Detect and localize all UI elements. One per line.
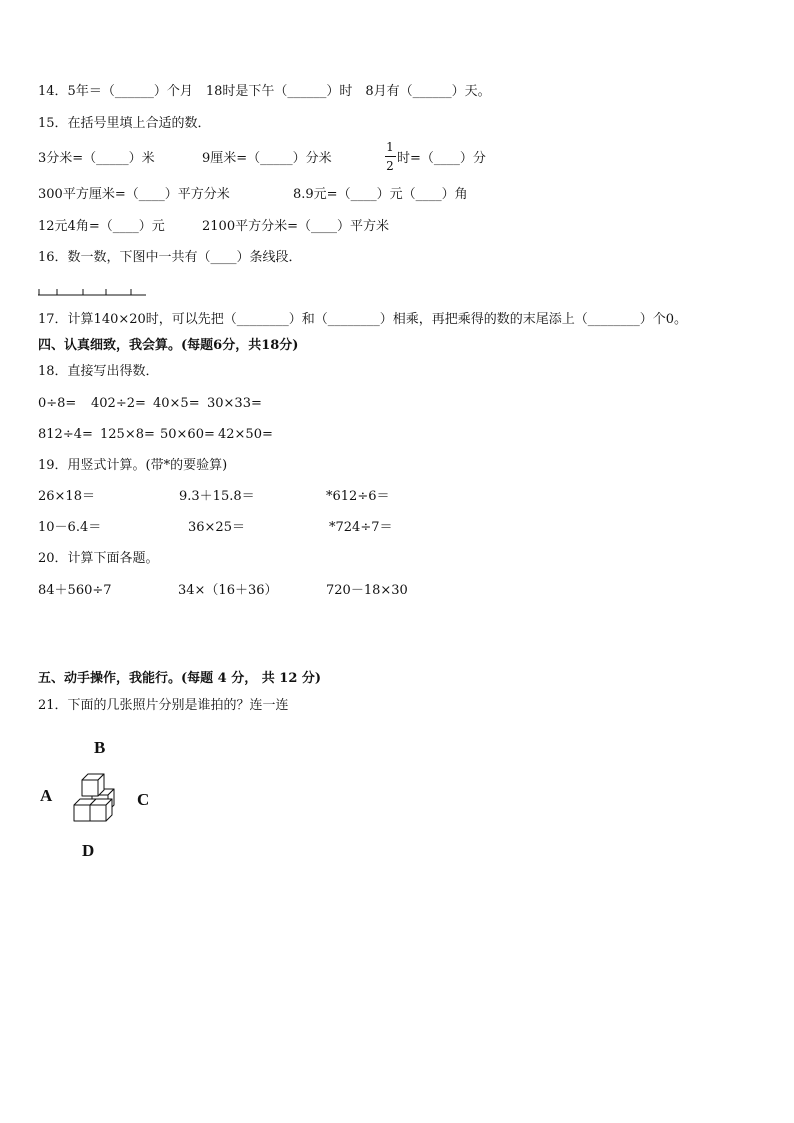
question-21-title: 21．下面的几张照片分别是谁拍的？连一连 xyxy=(38,698,289,713)
question-18-title: 18．直接写出得数． xyxy=(38,364,159,379)
question-17: 17．计算140×20时，可以先把（________）和（________）相乘，再把乘得的数的末尾添上（________）个0。 xyxy=(38,312,688,327)
q18-item: 812÷4= xyxy=(38,427,93,442)
q19-item: *724÷7＝ xyxy=(329,520,393,535)
question-20-title: 20．计算下面各题。 xyxy=(38,551,159,566)
q15-item-6: 12元4角=（____）元 xyxy=(38,219,165,234)
q19-item: 36×25＝ xyxy=(188,520,245,535)
fraction-rest: 时=（____）分 xyxy=(397,151,486,166)
q15-item-2: 9厘米=（_____）分米 xyxy=(202,151,332,166)
q15-item-7: 2100平方分米=（____）平方米 xyxy=(202,219,389,234)
q20-item: 84＋560÷7 xyxy=(38,583,112,598)
q19-item: 10－6.4＝ xyxy=(38,520,102,535)
viewer-label-c: C xyxy=(137,790,150,809)
fraction-numerator: 1 xyxy=(386,140,394,154)
q15-item-1: 3分米=（_____）米 xyxy=(38,151,155,166)
fraction-denominator: 2 xyxy=(386,159,394,173)
section-5-heading: 五、动手操作，我能行。(每题 4 分， 共 12 分) xyxy=(38,671,322,686)
q18-item: 30×33= xyxy=(207,396,262,411)
q15-item-4: 300平方厘米=（____）平方分米 xyxy=(38,187,230,202)
question-15-title: 15．在括号里填上合适的数． xyxy=(38,116,211,131)
q18-item: 50×60= xyxy=(160,427,215,442)
section-4-heading: 四、认真细致，我会算。(每题6分，共18分) xyxy=(38,338,299,353)
question-14: 14．5年＝（______）个月 18时是下午（______）时 8月有（______）天。 xyxy=(38,84,491,99)
viewer-label-b: B xyxy=(94,738,106,757)
q18-item: 125×8= xyxy=(100,427,155,442)
fraction-bar xyxy=(385,156,396,157)
question-19-title: 19．用竖式计算。(带*的要验算) xyxy=(38,458,228,473)
q18-item: 42×50= xyxy=(218,427,273,442)
q15-item-5: 8.9元=（____）元（____）角 xyxy=(293,187,468,202)
q18-item: 402÷2= xyxy=(91,396,146,411)
q20-item: 720－18×30 xyxy=(326,583,408,598)
q19-item: *612÷6＝ xyxy=(326,489,390,504)
question-16: 16．数一数，下图中一共有（____）条线段． xyxy=(38,250,302,265)
cube-stack-figure xyxy=(70,770,120,826)
line-segments-figure xyxy=(36,283,150,299)
q20-item: 34×（16＋36） xyxy=(178,583,278,598)
q19-item: 9.3＋15.8＝ xyxy=(179,489,255,504)
q19-item: 26×18＝ xyxy=(38,489,95,504)
viewer-label-a: A xyxy=(40,786,53,805)
q18-item: 40×5= xyxy=(153,396,200,411)
viewer-label-d: D xyxy=(82,841,95,860)
q18-item: 0÷8= xyxy=(38,396,77,411)
